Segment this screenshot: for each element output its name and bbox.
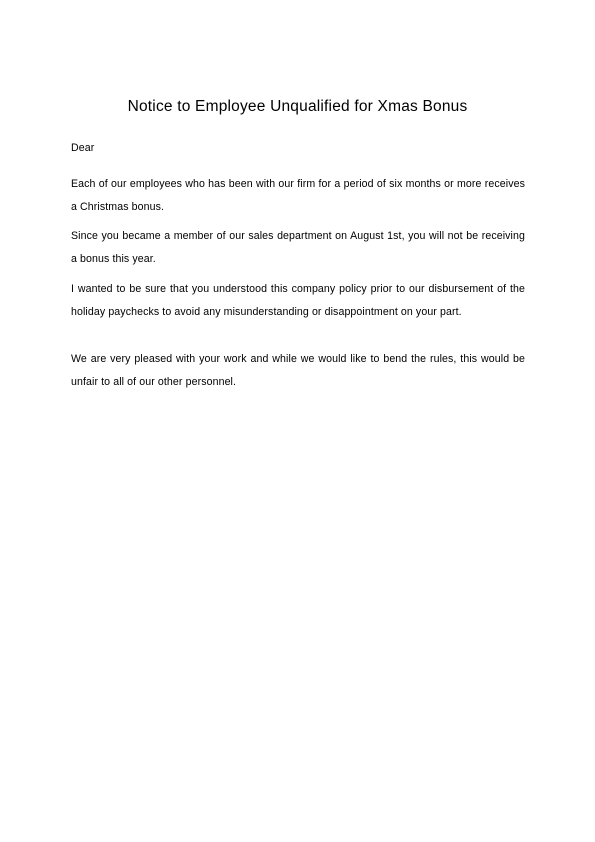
paragraph-ineligibility: Since you became a member of our sales department on August 1st, you will not be receiving a bonus this year.: [71, 230, 525, 265]
salutation: Dear: [71, 142, 95, 154]
paragraph-explanation: I wanted to be sure that you understood this company policy prior to our disbursement of the holiday paychecks to avoid any misunderstanding or disappointment on your part.: [71, 283, 525, 318]
paragraph-closing: We are very pleased with your work and while we would like to bend the rules, this would be unfair to all of our other personnel.: [71, 353, 525, 388]
document-title: Notice to Employee Unqualified for Xmas Bonus: [127, 98, 468, 115]
paragraph-bonus-policy: Each of our employees who has been with our firm for a period of six months or more receives a Christmas bonus.: [71, 178, 525, 213]
